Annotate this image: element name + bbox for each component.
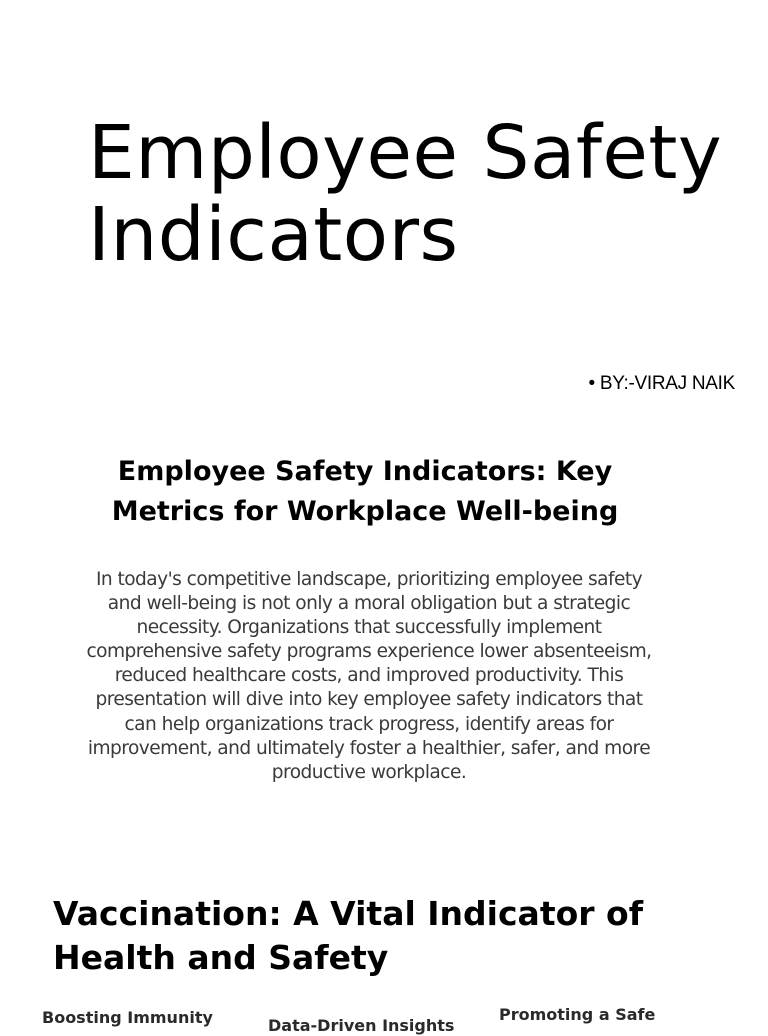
intro-paragraph: In today's competitive landscape, prioritizing employee safety and well-being is not only a moral obligation but a strategic necessity. Organizations that successfully implement comprehensive safety programs experience lower absenteeism, reduced healthcare costs, and improved productivity. This presentation will dive into key employee safety indicators that can help organizations track progress, identify areas for improvement, and ultimately foster a healthier, safer, and more productive workplace. [86,569,652,783]
slide-title-line-2: Indicators [88,192,459,278]
author-credit: • BY:-VIRAJ NAIK [588,373,735,394]
slide-subtitle: Employee Safety Indicators: Key Metrics for Workplace Well-being [111,456,619,527]
section-heading: Vaccination: A Vital Indicator of Health and Safety [53,894,644,977]
card-title-promoting-a-safe: Promoting a Safe [499,1005,656,1024]
card-title-boosting-immunity: Boosting Immunity [42,1008,213,1027]
slide-title-line-1: Employee Safety [88,110,723,196]
card-title-data-driven-insights: Data-Driven Insights [268,1016,455,1035]
slide-title [88,112,758,276]
